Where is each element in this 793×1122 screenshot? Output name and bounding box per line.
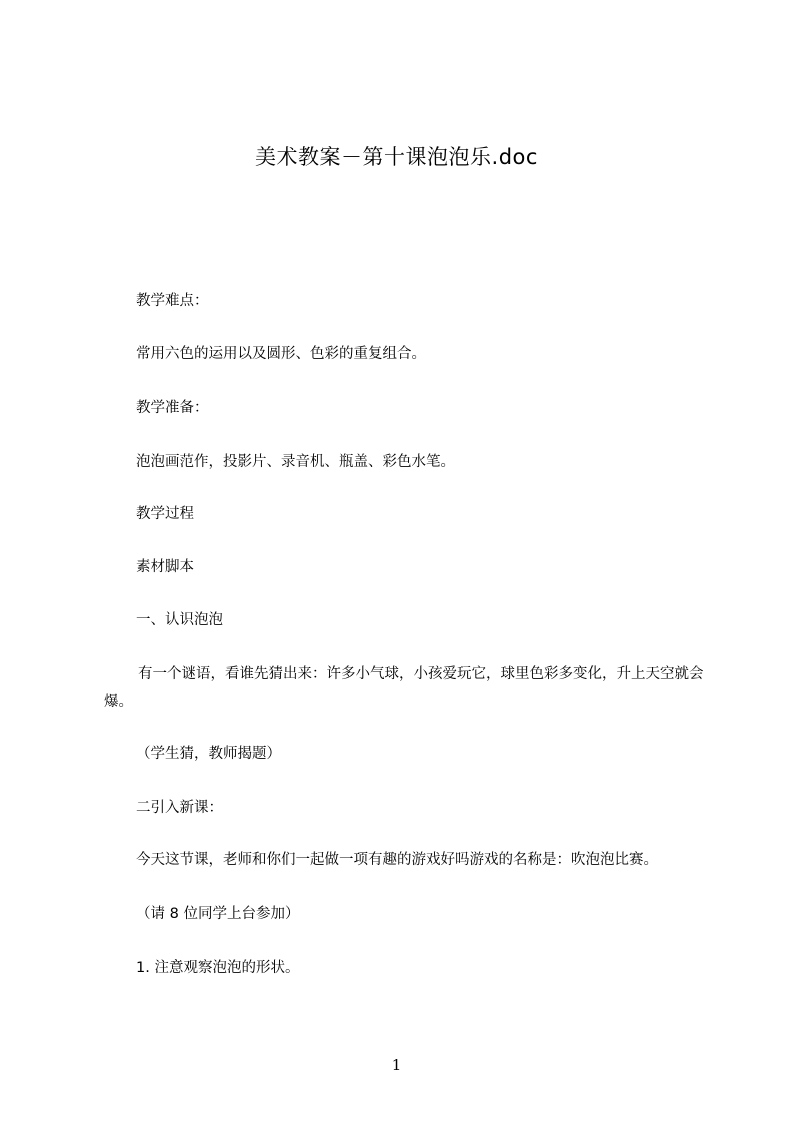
paragraph-preparation-text: 泡泡画范作，投影片、录音机、瓶盖、彩色水笔。: [136, 454, 455, 470]
document-title: 美术教案－第十课泡泡乐.doc: [255, 145, 538, 169]
page-number: 1: [391, 1056, 402, 1074]
paragraph-difficulty-heading: 教学难点：: [136, 293, 209, 309]
paragraph-game-intro: 今天这节课，老师和你们一起做一项有趣的游戏好吗游戏的名称是：吹泡泡比赛。: [136, 852, 658, 868]
paragraph-preparation-heading: 教学准备：: [136, 400, 209, 416]
paragraph-section-two: 二引入新课：: [136, 800, 223, 816]
paragraph-material-script: 素材脚本: [136, 559, 194, 575]
paragraph-student-guess: （学生猜，教师揭题）: [136, 746, 281, 762]
paragraph-difficulty-text: 常用六色的运用以及圆形、色彩的重复组合。: [136, 346, 426, 362]
paragraph-invite-students: （请 8 位同学上台参加）: [136, 906, 300, 922]
paragraph-observe-shape: 1. 注意观察泡泡的形状。: [136, 960, 300, 976]
paragraph-section-one: 一、认识泡泡: [136, 612, 223, 628]
paragraph-riddle: 有一个谜语，看谁先猜出来：许多小气球，小孩爱玩它，球里色彩多变化，升上天空就会爆。: [104, 666, 704, 710]
paragraph-process-heading: 教学过程: [136, 506, 194, 522]
